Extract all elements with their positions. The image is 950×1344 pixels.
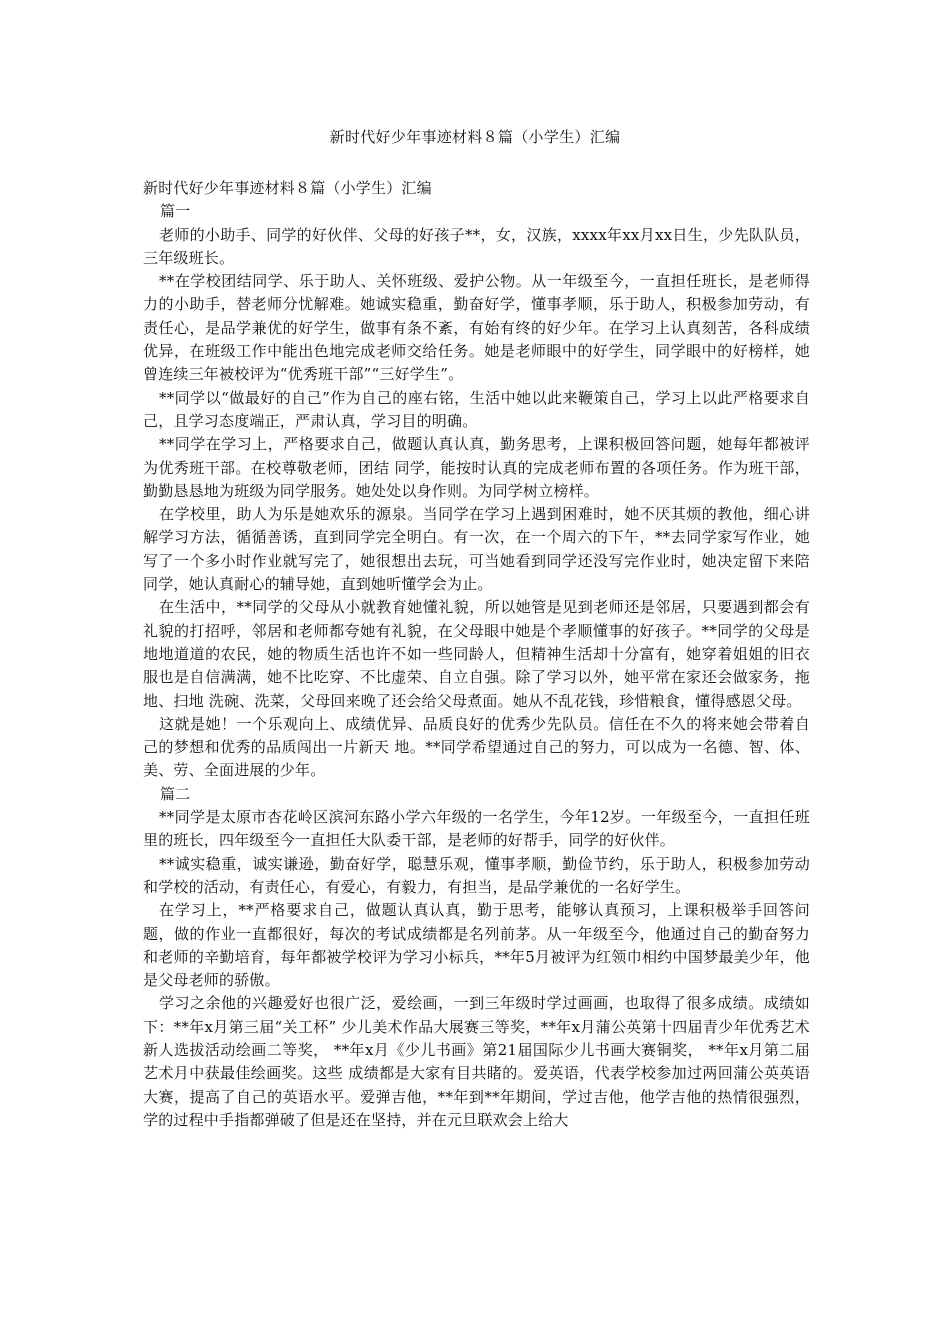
document-title: 新时代好少年事迹材料８篇（小学生）汇编 — [329, 128, 621, 146]
section-label-2: 篇二 — [160, 784, 191, 803]
paragraph: **同学在学习上，严格要求自己，做题认真认真，勤务思考，上课积极回答问题，她每年都被评为优秀班干部。在校尊敬老师，团结 同学，能按时认真的完成老师布置的各项任务。作为班干部，勤勤恳恳地为班级为同学服务。她处处以身作则。为同学树立榜样。 — [143, 435, 810, 500]
body-heading: 新时代好少年事迹材料８篇（小学生）汇编 — [143, 179, 432, 197]
paragraph: 在生活中，**同学的父母从小就教育她懂礼貌，所以她管是见到老师还是邻居，只要遇到都会有礼貌的打招呼，邻居和老师都夸她有礼貌，在父母眼中她是个孝顺懂事的好孩子。**同学的父母是地地道道的农民，她的物质生活也许不如一些同龄人，但精神生活却十分富有，她穿着姐姐的旧衣服也是自信满满，她不比吃穿、不比虚荣、自立自强。除了学习以外，她平常在家还会做家务，拖地、扫地 洗碗、洗菜，父母回来晚了还会给父母煮面。她从不乱花钱，珍惜粮食，懂得感恩父母。 — [143, 598, 810, 710]
paragraph: **诚实稳重，诚实谦逊，勤奋好学，聪慧乐观，懂事孝顺，勤俭节约，乐于助人，积极参加劳动和学校的活动，有责任心，有爱心，有毅力，有担当，是品学兼优的一名好学生。 — [143, 854, 810, 896]
paragraph: 这就是她！一个乐观向上、成绩优异、品质良好的优秀少先队员。信任在不久的将来她会带着自己的梦想和优秀的品质闯出一片新天 地。**同学希望通过自己的努力，可以成为一名德、智、体、美、劳、全面进展的少年。 — [143, 714, 810, 780]
paragraph: 学习之余他的兴趣爱好也很广泛，爱绘画，一到三年级时学过画画，也取得了很多成绩。成绩如下：**年x月第三届“关工杯” 少儿美术作品大展赛三等奖，**年x月蒲公英第十四届青少年优秀艺术新人选拔活动绘画二等奖， **年x月《少儿书画》第21届国际少儿书画大赛铜奖， **年x月第二届艺术月中获最佳绘画奖。这些 成绩都是大家有目共睹的。爱英语，代表学校参加过两回蒲公英英语大赛，提高了自己的英语水平。爱弹吉他，**年到**年期间，学过吉他，他学吉他的热情很强烈，学的过程中手指都弹破了但是还在坚持，并在元旦联欢会上给大 — [143, 994, 810, 1129]
paragraph: **同学是太原市杏花岭区滨河东路小学六年级的一名学生，今年12岁。一年级至今，一直担任班里的班长，四年级至今一直担任大队委干部，是老师的好帮手，同学的好伙伴。 — [143, 808, 810, 850]
paragraph: 老师的小助手、同学的好伙伴、父母的好孩子**，女，汉族，xxxx年xx月xx日生，少先队队员，三年级班长。 — [143, 225, 810, 267]
paragraph: 在学校里，助人为乐是她欢乐的源泉。当同学在学习上遇到困难时，她不厌其烦的教他，细心讲解学习方法，循循善诱，直到同学完全明白。有一次，在一个周六的下午，**去同学家写作业，她写了一个多小时作业就写完了，她很想出去玩，可当她看到同学还没写完作业时，她决定留下来陪同学，她认真耐心的辅导她，直到她听懂学会为止。 — [143, 505, 810, 594]
paragraph: **在学校团结同学、乐于助人、关怀班级、爱护公物。从一年级至今，一直担任班长，是老师得力的小助手，替老师分忧解难。她诚实稳重，勤奋好学，懂事孝顺，乐于助人，积极参加劳动，有责任心，是品学兼优的好学生，做事有条不紊，有始有终的好少年。在学习上认真刻苦，各科成绩优异，在班级工作中能出色地完成老师交给任务。她是老师眼中的好学生，同学眼中的好榜样，她曾连续三年被校评为“优秀班干部”“三好学生”。 — [143, 272, 810, 384]
paragraph: **同学以“做最好的自己”作为自己的座右铭，生活中她以此来鞭策自己，学习上以此严格要求自己，且学习态度端正，严肃认真，学习目的明确。 — [143, 388, 810, 430]
section-label-1: 篇一 — [160, 202, 191, 221]
paragraph: 在学习上，**严格要求自己，做题认真认真，勤于思考，能够认真预习，上课积极举手回答问题，做的作业一直都很好，每次的考试成绩都是名列前茅。从一年级至今，他通过自己的勤奋努力和老师的辛勤培育，每年都被学校评为学习小标兵，**年5月被评为红领巾相约中国梦最美少年，他是父母老师的骄傲。 — [143, 901, 810, 990]
document-body — [143, 177, 810, 1132]
